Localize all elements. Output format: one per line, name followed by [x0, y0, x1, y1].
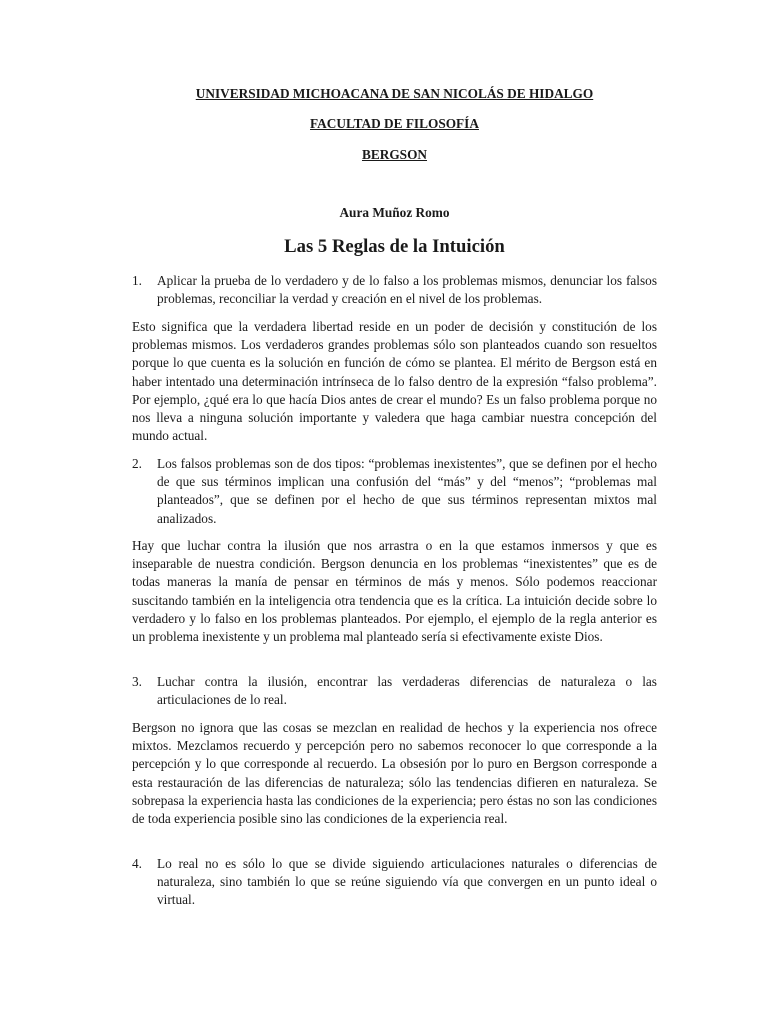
paragraph: Bergson no ignora que las cosas se mezclan en realidad de hechos y la experiencia nos ofrece mixtos. Mezclamos recuerdo y percepción pero no sabemos reconocer lo que corresponde a la percepción y lo que corresponde al recuerdo. La obsesión por lo puro en Bergson corresponde a esta restauración de las diferencias de naturaleza; sólo las tendencias difieren en naturaleza. Se sobrepasa la experiencia hasta las condiciones de la experiencia; pero éstas no son las condiciones de toda experiencia posible sino las condiciones de la experiencia real. [132, 720, 657, 827]
subject-heading: BERGSON [361, 147, 428, 162]
list-item-text: Los falsos problemas son de dos tipos: “problemas inexistentes”, que se definen por el hecho de que sus términos implican una confusión del “más” y del “menos”; “problemas mal planteados”, que se definen por el hecho de que sus términos representan mixtos mal analizados. [157, 456, 657, 526]
document-title: Las 5 Reglas de la Intuición [284, 236, 505, 257]
list-item-number: 3. [132, 674, 142, 689]
paragraph: Esto significa que la verdadera libertad reside en un poder de decisión y constitución de los problemas mismos. Los verdaderos grandes problemas sólo son planteados cuando son resueltos porque lo que cuenta es la solución en función de cómo se plantea. El mérito de Bergson está en haber intentado una determinación intrínseca de lo falso dentro de la expresión “falso problema”. Por ejemplo, ¿qué era lo que hacía Dios antes de crear el mundo? Es un falso problema porque no nos lleva a ninguna solución importante y valedera que haga cambiar nuestra concepción del mundo actual. [132, 319, 657, 444]
paragraph: Hay que luchar contra la ilusión que nos arrastra o en la que estamos inmersos y que es inseparable de nuestra condición. Bergson denuncia en los problemas “inexistentes” que es de todas maneras la manía de pensar en términos de más y menos. Sólo podemos reaccionar suscitando también en la inteligencia otra tendencia que es la crítica. La intuición decide sobre lo verdadero y lo falso en los problemas planteados. Por ejemplo, el ejemplo de la regla anterior es un problema inexistente y un problema mal planteado sería si efectivamente existe Dios. [132, 538, 657, 645]
list-item-text: Aplicar la prueba de lo verdadero y de lo falso a los problemas mismos, denunciar los falsos problemas, reconciliar la verdad y creación en el nivel de los problemas. [157, 273, 657, 307]
list-item [132, 673, 657, 709]
list-item [132, 455, 657, 528]
list-item [132, 855, 657, 910]
list-item-text: Luchar contra la ilusión, encontrar las verdaderas diferencias de naturaleza o las articulaciones de lo real. [157, 674, 657, 708]
university-heading: UNIVERSIDAD MICHOACANA DE SAN NICOLÁS DE HIDALGO [195, 86, 594, 101]
author-name: Aura Muñoz Romo [339, 205, 450, 220]
list-item [132, 272, 657, 308]
list-item-number: 2. [132, 456, 142, 471]
faculty-heading: FACULTAD DE FILOSOFÍA [310, 116, 479, 131]
list-item-number: 1. [132, 273, 142, 288]
list-item-text: Lo real no es sólo lo que se divide siguiendo articulaciones naturales o diferencias de naturaleza, sino también lo que se reúne siguiendo vía que convergen en un punto ideal o virtual. [157, 856, 657, 908]
list-item-number: 4. [132, 856, 142, 871]
